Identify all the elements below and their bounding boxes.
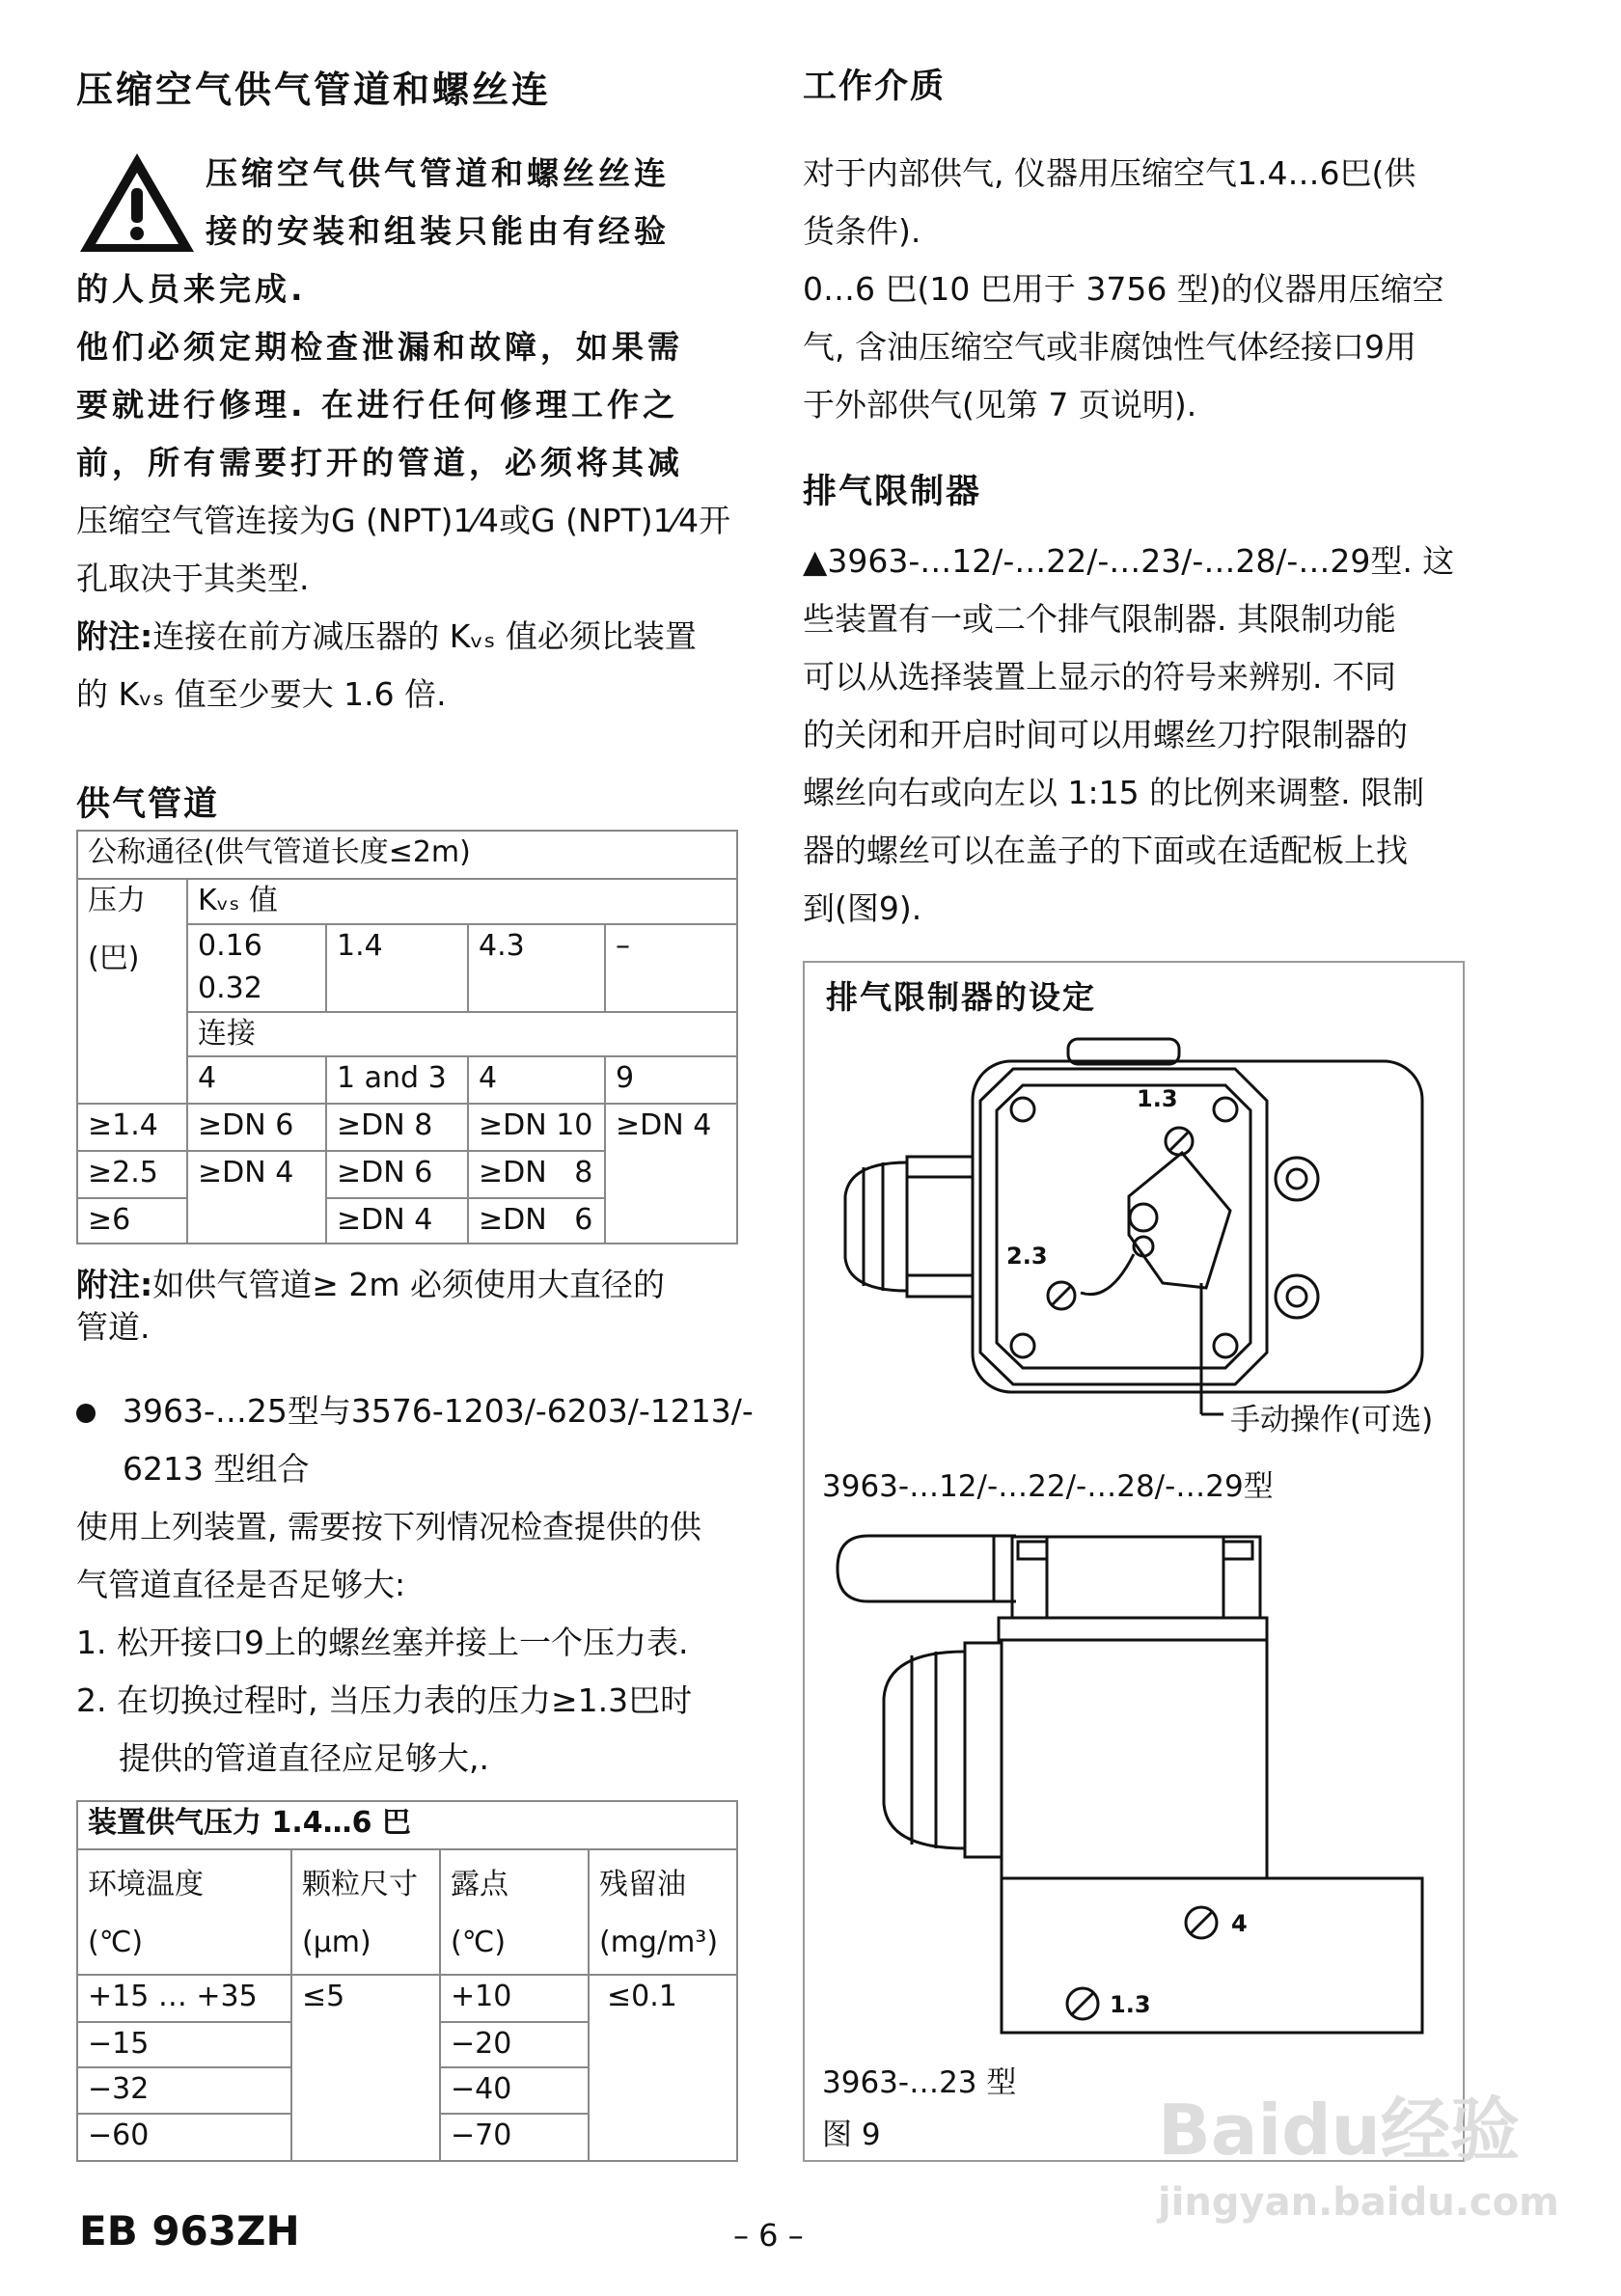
table-title: 公称通径(供气管道长度≤2m) (77, 831, 737, 879)
note-text: 管道. (76, 1308, 151, 1346)
dn-cell: ≥DN 6 (326, 1151, 468, 1198)
text-line: 压缩空气管连接为G (NPT)1⁄4或G (NPT)1⁄4开 (76, 502, 731, 539)
page-number: – 6 – (733, 2217, 804, 2254)
text-line: 些装置有一或二个排气限制器. 其限制功能 (803, 600, 1396, 638)
warning-line: 前，所有需要打开的管道，必须将其减 (76, 444, 683, 481)
bullet-text: 3963-…25型与3576-1203/-6203/-1213/- (123, 1392, 754, 1430)
kvs-cell: 1.4 (326, 924, 468, 1012)
dewpoint-cell: +10 (440, 1975, 589, 2022)
col-header: 颗粒尺寸 (μm) (291, 1849, 440, 1975)
dn-cell: ≥DN 8 (468, 1151, 605, 1198)
label-1-3b: 1.3 (1110, 1991, 1151, 2018)
bullet-text: 6213 型组合 (123, 1450, 310, 1488)
text-line: 0…6 巴(10 巴用于 3756 型)的仪器用压缩空 (803, 270, 1444, 308)
ambient-cell: −60 (77, 2114, 291, 2161)
text-line: 螺丝向右或向左以 1:15 的比例来调整. 限制 (803, 774, 1425, 811)
ambient-cell: −15 (77, 2022, 291, 2067)
text-line: 气管道直径是否足够大: (76, 1566, 406, 1603)
dn-cell: ≥DN 4 (605, 1104, 737, 1244)
baidu-watermark-logo: Baidu经验 (1158, 2090, 1520, 2171)
dewpoint-cell: −20 (440, 2022, 589, 2067)
label-4: 4 (1231, 1910, 1248, 1937)
dn-cell: ≥DN 4 (326, 1198, 468, 1244)
figure-title: 排气限制器的设定 (826, 978, 1096, 1016)
pressure-cell: ≥1.4 (77, 1104, 187, 1151)
connection-cell: 4 (187, 1056, 326, 1104)
text-line: 气, 含油压缩空气或非腐蚀性气体经接口9用 (803, 328, 1416, 366)
dewpoint-cell: −40 (440, 2067, 589, 2114)
caption-1: 3963-…12/-…22/-…28/-…29型 (822, 1469, 1274, 1504)
ambient-cell: −32 (77, 2067, 291, 2114)
pressure-cell: ≥2.5 (77, 1151, 187, 1198)
caption-2: 3963-…23 型 (822, 2065, 1017, 2100)
kvs-header: Kᵥₛ 值 (187, 879, 737, 924)
connection-cell: 4 (468, 1056, 605, 1104)
step-item: 2. 在切换过程时, 当压力表的压力≥1.3巴时 (76, 1681, 693, 1719)
dn-cell: ≥DN 4 (187, 1151, 326, 1244)
warning-line: 的人员来完成. (76, 270, 307, 308)
kvs-cell: 0.16 0.32 (187, 924, 326, 1012)
step-item: 1. 松开接口9上的螺丝塞并接上一个压力表. (76, 1624, 689, 1661)
connection-header: 连接 (187, 1012, 737, 1056)
table-title: 装置供气压力 1.4…6 巴 (77, 1801, 737, 1849)
text-line: 于外部供气(见第 7 页说明). (803, 386, 1197, 424)
dn-cell: ≥DN 6 (468, 1198, 605, 1244)
text-line: 到(图9). (803, 889, 922, 927)
side-view-drawing (838, 1536, 1422, 2033)
medium-heading: 工作介质 (803, 68, 947, 106)
text-line: 使用上列装置, 需要按下列情况检查提供的供 (76, 1508, 701, 1545)
text-line: 的关闭和开启时间可以用螺丝刀拧限制器的 (803, 716, 1408, 753)
text-line: 对于内部供气, 仪器用压缩空气1.4…6巴(供 (803, 154, 1416, 192)
note-label: 附注: (76, 617, 153, 655)
pressure-header: 压力 (巴) (77, 879, 187, 1104)
label-2-3: 2.3 (1006, 1243, 1048, 1270)
pressure-cell: ≥6 (77, 1198, 187, 1244)
kvs-cell: – (605, 924, 737, 1012)
warning-line: 压缩空气供气管道和螺丝丝连 (206, 154, 670, 192)
top-view-drawing (845, 1039, 1422, 1414)
dn-cell: ≥DN 10 (468, 1104, 605, 1151)
section-title: 压缩空气供气管道和螺丝连 (76, 68, 552, 111)
text-line: 器的螺丝可以在盖子的下面或在适配板上找 (803, 832, 1408, 869)
label-1-3: 1.3 (1137, 1085, 1178, 1112)
connection-cell: 9 (605, 1056, 737, 1104)
warning-line: 他们必须定期检查泄漏和故障，如果需 (76, 328, 683, 366)
dewpoint-cell: −70 (440, 2114, 589, 2161)
limiter-heading: 排气限制器 (803, 473, 982, 511)
warning-line: 接的安装和组装只能由有经验 (206, 212, 670, 250)
text-line: ▲3963-…12/-…22/-…23/-…28/-…29型. 这 (803, 542, 1455, 580)
note-text: 的 Kᵥₛ 值至少要大 1.6 倍. (76, 675, 447, 713)
text-line: 孔取决于其类型. (76, 560, 310, 597)
note-text: 如供气管道≥ 2m 必须使用大直径的 (152, 1266, 665, 1303)
step-item: 提供的管道直径应足够大,. (119, 1739, 489, 1777)
kvs-cell: 4.3 (468, 924, 605, 1012)
oil-cell: ≤0.1 (589, 1975, 737, 2161)
dn-cell: ≥DN 8 (326, 1104, 468, 1151)
warning-line: 要就进行修理. 在进行任何修理工作之 (76, 386, 679, 424)
ambient-cell: +15 … +35 (77, 1975, 291, 2022)
note-text: 连接在前方减压器的 Kᵥₛ 值必须比装置 (152, 617, 697, 655)
dn-cell: ≥DN 6 (187, 1104, 326, 1151)
baidu-watermark-url: jingyan.baidu.com (1158, 2180, 1559, 2225)
supply-heading: 供气管道 (76, 785, 220, 824)
particle-cell: ≤5 (291, 1975, 440, 2161)
col-header: 露点 (℃) (440, 1849, 589, 1975)
document-id: EB 963ZH (79, 2207, 300, 2255)
manual-operation-label: 手动操作(可选) (1230, 1403, 1434, 1437)
figure-label: 图 9 (822, 2118, 881, 2152)
text-line: 可以从选择装置上显示的符号来辨别. 不同 (803, 658, 1396, 696)
col-header: 残留油 (mg/m³) (589, 1849, 737, 1975)
text-line: 货条件). (803, 212, 921, 250)
connection-cell: 1 and 3 (326, 1056, 468, 1104)
col-header: 环境温度 (℃) (77, 1849, 291, 1975)
note-label: 附注: (76, 1266, 153, 1303)
